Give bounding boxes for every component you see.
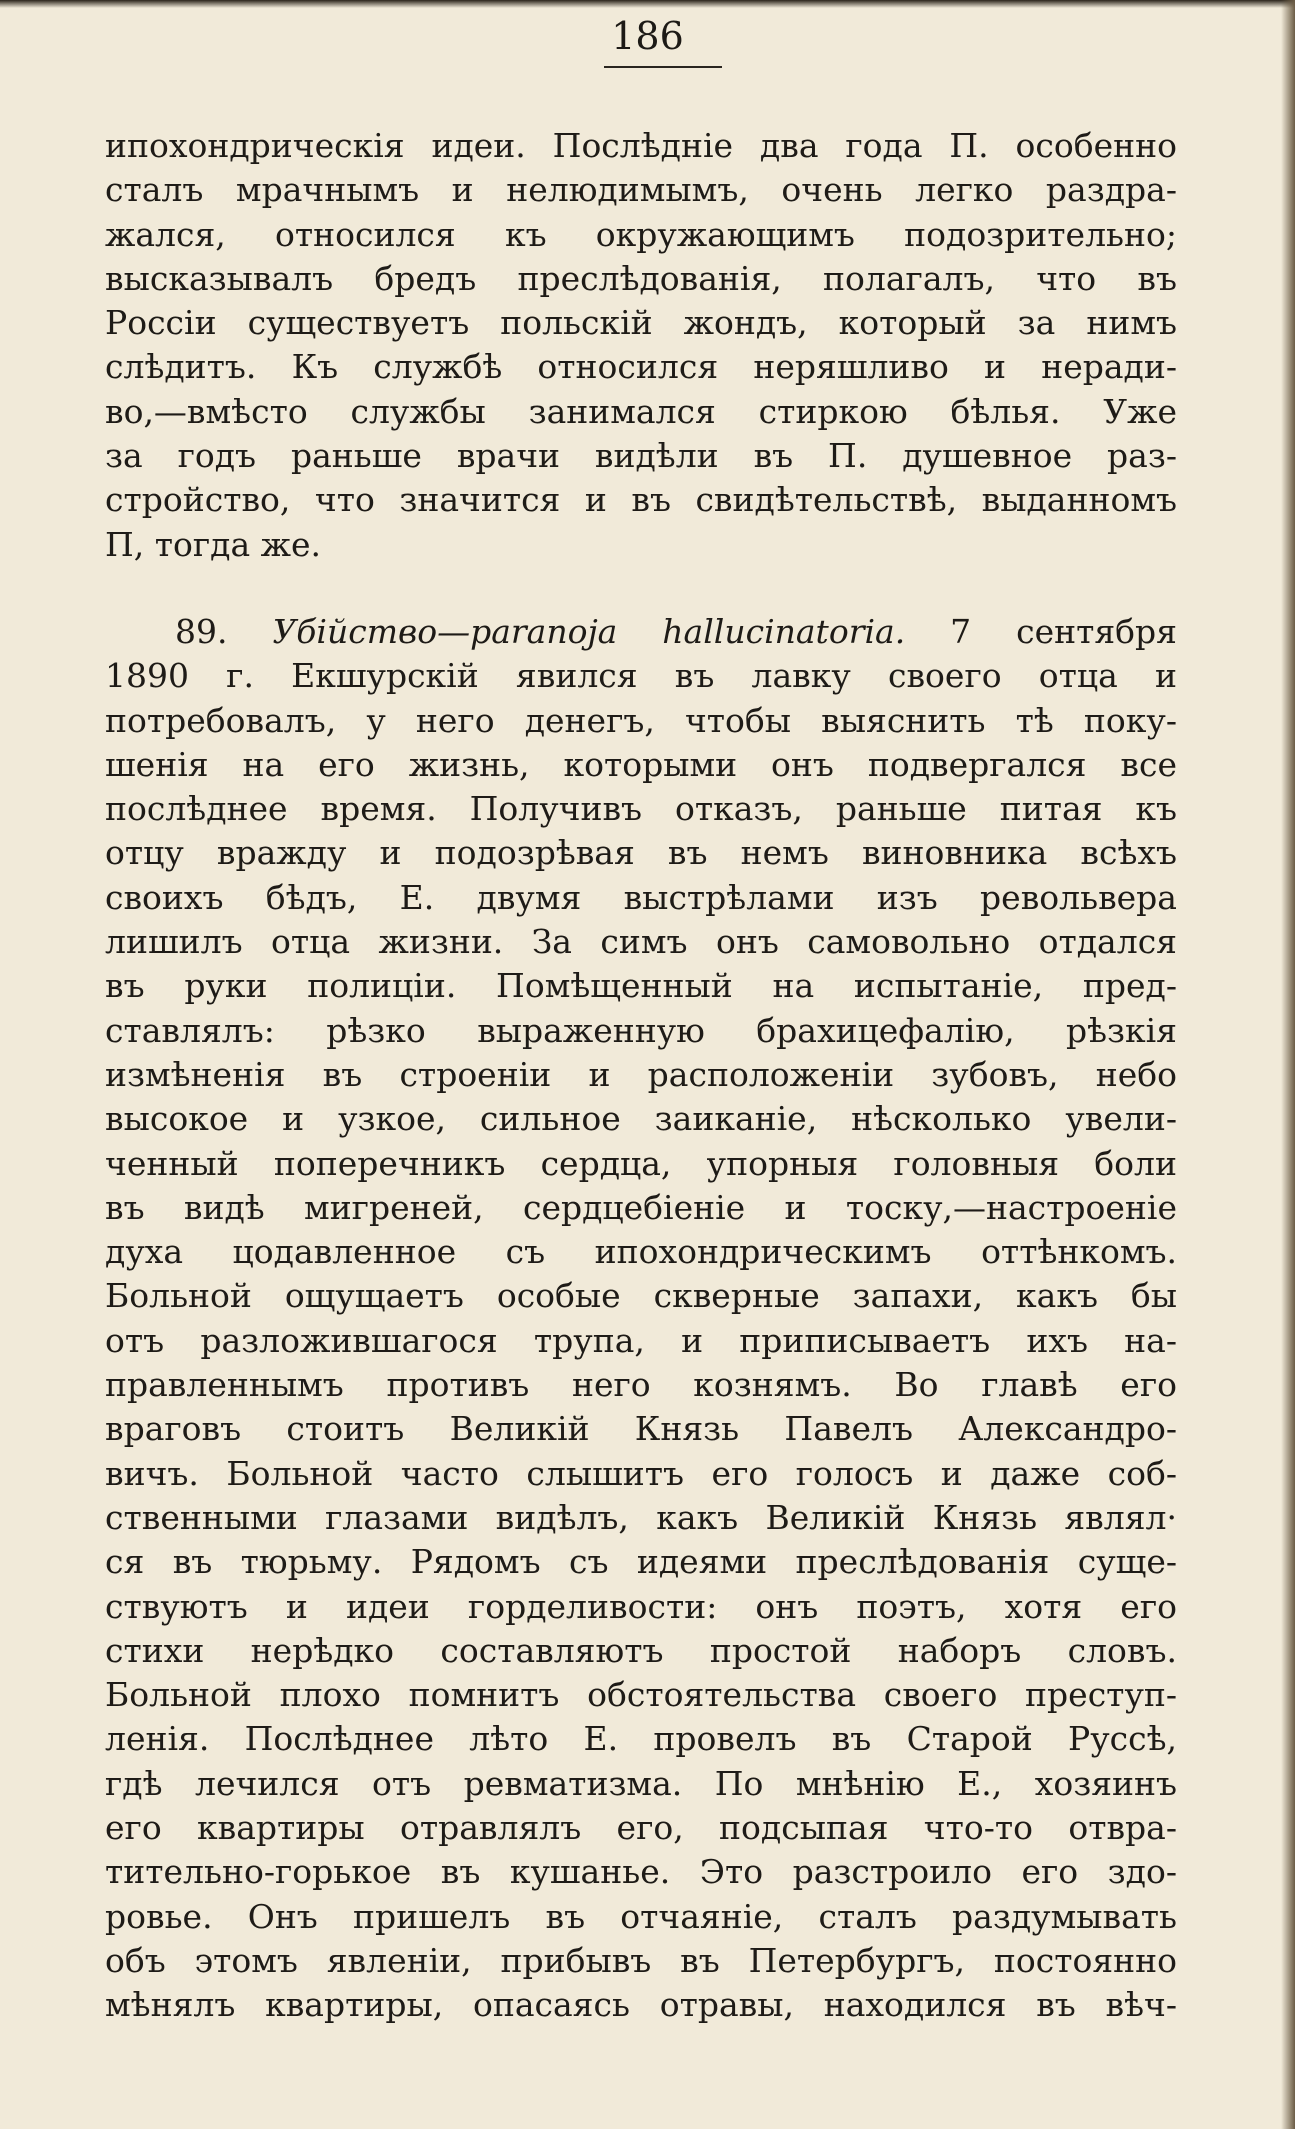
page-number: 186 (611, 14, 684, 58)
text-line: ставлялъ: рѣзко выраженную брахицефалію, рѣзкія (105, 1010, 1177, 1050)
text-line: въ видѣ мигреней, сердцебіеніе и тоску,—настроеніе (105, 1187, 1177, 1227)
text-line: высокое и узкое, сильное заиканіе, нѣсколько увели- (105, 1099, 1177, 1139)
text-line: стройство, что значится и въ свидѣтельствѣ, выданномъ (105, 480, 1177, 520)
text-line: послѣднее время. Получивъ отказъ, раньше питая къ (105, 789, 1177, 829)
text-line: измѣненія въ строеніи и расположеніи зубовъ, небо (105, 1054, 1177, 1094)
text-line: 1890 г. Екшурскій явился въ лавку своего отца и (105, 656, 1177, 696)
text-line: ся въ тюрьму. Рядомъ съ идеями преслѣдованія суще- (105, 1542, 1177, 1582)
text-line: сталъ мрачнымъ и нелюдимымъ, очень легко раздра- (105, 170, 1177, 210)
text-line: стихи нерѣдко составляютъ простой наборъ словъ. (105, 1630, 1177, 1670)
text-line: Россіи существуетъ польскій жондъ, который за нимъ (105, 303, 1177, 343)
text-line: шенія на его жизнь, которыми онъ подвергался все (105, 744, 1177, 784)
text-line: объ этомъ явленіи, прибывъ въ Петербургъ, постоянно (105, 1940, 1177, 1980)
text-line: ствуютъ и идеи горделивости: онъ поэтъ, хотя его (105, 1586, 1177, 1626)
text-line: мѣнялъ квартиры, опасаясь отравы, находился въ вѣч- (105, 1985, 1177, 2025)
case-89-heading-line (105, 610, 1177, 654)
case-date-start: 7 сентября (950, 612, 1177, 651)
text-line: тительно-горькое въ кушанье. Это разстроило его здо- (105, 1852, 1177, 1892)
text-line: правленнымъ противъ него кознямъ. Во главѣ его (105, 1365, 1177, 1405)
text-line: ленія. Послѣднее лѣто Е. провелъ въ Старой Руссѣ, (105, 1719, 1177, 1759)
text-line: своихъ бѣдъ, Е. двумя выстрѣлами изъ револьвера (105, 877, 1177, 917)
text-line: Больной плохо помнитъ обстоятельства своего преступ- (105, 1675, 1177, 1715)
text-line: ственными глазами видѣлъ, какъ Великій Князь являл· (105, 1497, 1177, 1537)
text-line: потребовалъ, у него денегъ, чтобы выяснить тѣ поку- (105, 700, 1177, 740)
text-line: вичъ. Больной часто слышитъ его голосъ и даже соб- (105, 1453, 1177, 1493)
text-line: ровье. Онъ пришелъ въ отчаяніе, сталъ раздумывать (105, 1896, 1177, 1936)
text-line: отцу вражду и подозрѣвая въ немъ виновника всѣхъ (105, 833, 1177, 873)
text-line: ченный поперечникъ сердца, упорныя головныя боли (105, 1143, 1177, 1183)
page-number-rule (604, 66, 722, 68)
text-line: Больной ощущаетъ особые скверные запахи, какъ бы (105, 1276, 1177, 1316)
text-line: гдѣ лечился отъ ревматизма. По мнѣнію Е., хозяинъ (105, 1763, 1177, 1803)
text-line: въ руки полиціи. Помѣщенный на испытаніе, пред- (105, 966, 1177, 1006)
text-line: враговъ стоитъ Великій Князь Павелъ Александро- (105, 1409, 1177, 1449)
text-line: его квартиры отравлялъ его, подсыпая что-то отвра- (105, 1808, 1177, 1848)
case-title: Убійство—paranoja hallucinatoria. (272, 612, 906, 651)
paragraph-continuation (105, 124, 1177, 567)
page-binding-edge (1281, 0, 1295, 2129)
text-line: П, тогда же. (105, 524, 322, 564)
text-line: во,—вмѣсто службы занимался стиркою бѣлья. Уже (105, 391, 1177, 431)
case-89-paragraph (105, 610, 1177, 2028)
text-line: лишилъ отца жизни. За симъ онъ самовольно отдался (105, 922, 1177, 962)
text-line: высказывалъ бредъ преслѣдованія, полагалъ, что въ (105, 258, 1177, 298)
text-line: отъ разложившагося трупа, и приписываетъ ихъ на- (105, 1320, 1177, 1360)
text-line: жался, относился къ окружающимъ подозрительно; (105, 214, 1177, 254)
page-top-shadow (0, 0, 1295, 8)
case-number: 89. (175, 612, 228, 651)
text-line: духа цодавленное съ ипохондрическимъ оттѣнкомъ. (105, 1232, 1177, 1272)
text-line: ипохондрическія идеи. Послѣдніе два года П. особенно (105, 126, 1177, 165)
text-line: слѣдитъ. Къ службѣ относился неряшливо и неради- (105, 347, 1177, 387)
text-line: за годъ раньше врачи видѣли въ П. душевное раз- (105, 436, 1177, 476)
